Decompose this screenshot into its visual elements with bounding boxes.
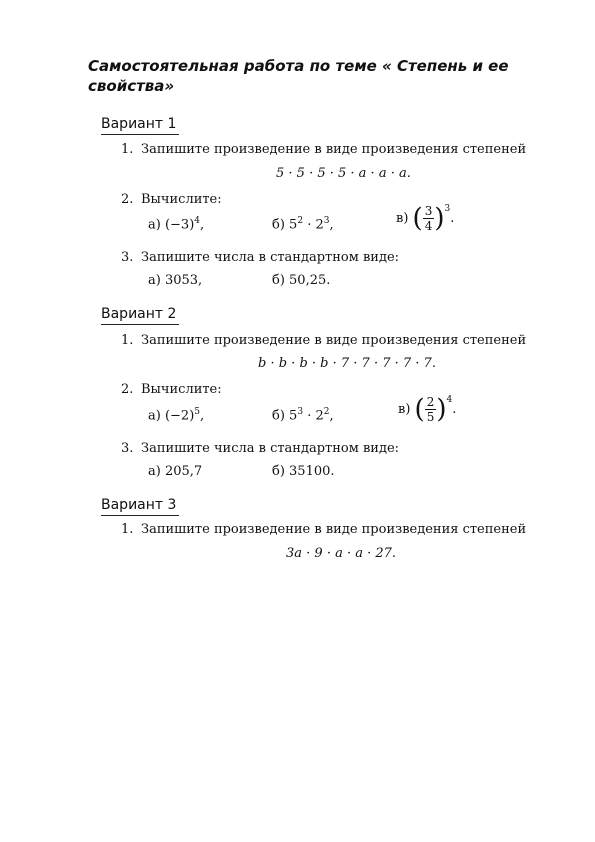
v1-task-3 <box>121 250 399 265</box>
task-number: 3. <box>121 441 134 456</box>
v1-task-2-a: а) $(-3)^4$, <box>148 216 205 233</box>
v1-task-1-formula: 5 · 5 · 5 · 5 · a · a · a. <box>276 166 411 181</box>
v2-task-2-c: в) ( $\frac{2}{5}$ )$^4$. <box>398 394 457 425</box>
v1-task-3-b: б) 50,25. <box>272 273 331 288</box>
v2-task-2-b: б) $5^3 \cdot 2^2$, <box>272 407 334 424</box>
v3-task-1 <box>121 522 526 537</box>
v2-task-2 <box>121 382 222 397</box>
task-text: Запишите произведение в виде произведения степеней <box>141 333 527 348</box>
variant-2-heading: Вариант 2 <box>101 306 179 325</box>
task-text: Запишите произведение в виде произведения степеней <box>141 522 527 537</box>
v1-task-3-a: а) 3053, <box>148 273 203 288</box>
fraction: $\frac{3}{4}$ <box>424 204 433 233</box>
v3-task-1-formula: 3a · 9 · a · a · 27. <box>286 546 397 561</box>
task-number: 2. <box>121 192 134 207</box>
v2-task-3-a: а) 205,7 <box>148 464 203 479</box>
task-text: Вычислите: <box>141 192 222 207</box>
v2-task-1 <box>121 333 526 348</box>
v1-task-2-b: б) $5^2 \cdot 2^3$, <box>272 216 334 233</box>
v2-task-2-a: а) $(-2)^5$, <box>148 407 205 424</box>
v1-task-2 <box>121 192 222 207</box>
v2-task-3-b: б) 35100. <box>272 464 335 479</box>
task-text: Вычислите: <box>141 382 222 397</box>
task-text: Запишите произведение в виде произведения степеней <box>141 142 527 157</box>
variant-1-heading: Вариант 1 <box>101 116 179 135</box>
variant-3-heading: Вариант 3 <box>101 497 179 516</box>
v2-task-3 <box>121 441 399 456</box>
task-text: Запишите числа в стандартном виде: <box>141 250 400 265</box>
task-text: Запишите числа в стандартном виде: <box>141 441 400 456</box>
v1-task-1 <box>121 142 526 157</box>
task-number: 3. <box>121 250 134 265</box>
task-number: 2. <box>121 382 134 397</box>
page-title: Самостоятельная работа по теме « Степень и ее свойства» <box>88 57 509 95</box>
task-number: 1. <box>121 142 134 157</box>
task-number: 1. <box>121 333 134 348</box>
task-number: 1. <box>121 522 134 537</box>
v1-task-2-c: в) ( $\frac{3}{4}$ )$^3$. <box>396 203 455 234</box>
v2-task-1-formula: b · b · b · b · 7 · 7 · 7 · 7 · 7. <box>258 356 436 371</box>
fraction: $\frac{2}{5}$ <box>426 395 435 424</box>
